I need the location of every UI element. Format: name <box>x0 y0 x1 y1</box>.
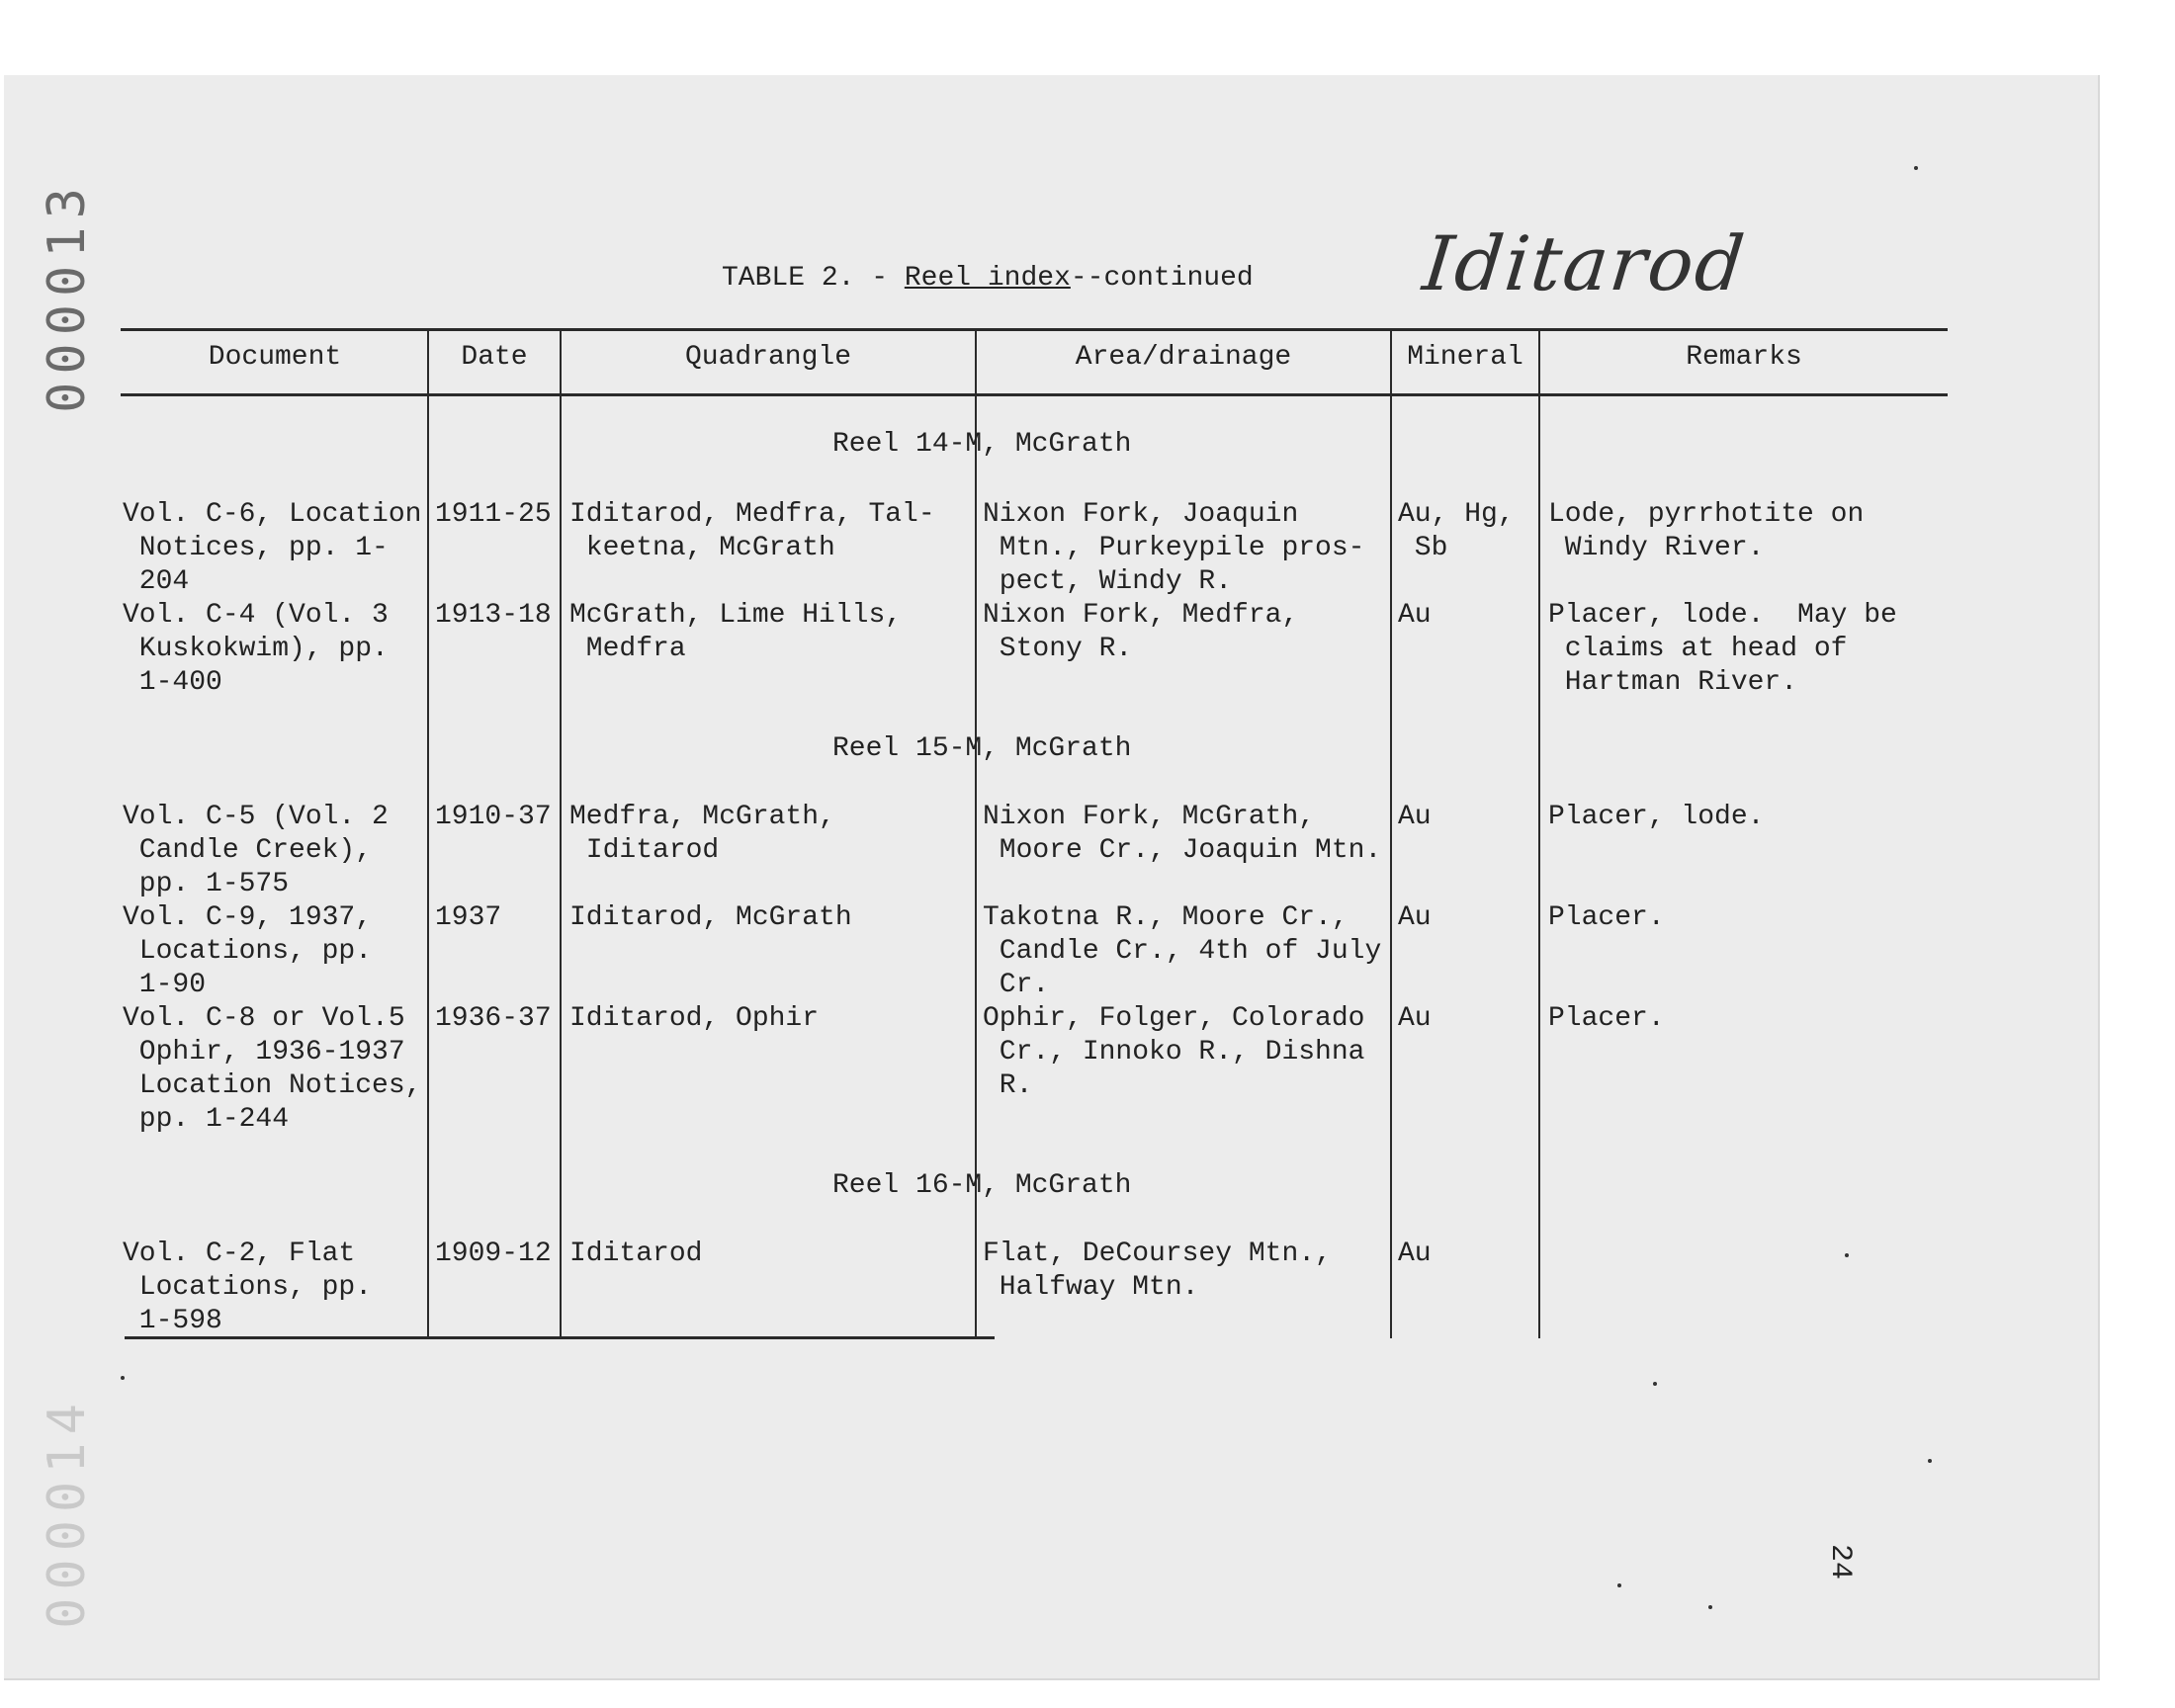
reel-heading: Reel 16-M, McGrath <box>832 1170 1132 1201</box>
cell-date: 1910-37 <box>435 802 552 832</box>
title-prefix: TABLE 2. - <box>722 263 905 294</box>
cell-area: Takotna R., Moore Cr., Candle Cr., 4th of July Cr. <box>983 902 1382 1000</box>
cell-remarks: Placer, lode. <box>1548 802 1765 832</box>
reel-heading: Reel 14-M, McGrath <box>832 429 1132 460</box>
cell-mineral: Au <box>1398 1003 1432 1034</box>
cell-area: Nixon Fork, McGrath, Moore Cr., Joaquin Mtn. <box>983 802 1382 866</box>
reel-heading: Reel 15-M, McGrath <box>832 733 1132 764</box>
scan-speck <box>1708 1605 1712 1609</box>
cell-document: Vol. C-4 (Vol. 3 Kuskokwim), pp. 1-400 <box>123 600 389 698</box>
cell-date: 1936-37 <box>435 1003 552 1034</box>
header-bottom-rule <box>121 393 1948 396</box>
cell-date: 1937 <box>435 902 502 933</box>
cell-date: 1911-25 <box>435 499 552 530</box>
cell-mineral: Au <box>1398 802 1432 832</box>
archive-stamp-bottom: 000014 <box>38 1396 97 1629</box>
table-top-rule <box>121 328 1948 331</box>
cell-area: Flat, DeCoursey Mtn., Halfway Mtn. <box>983 1238 1332 1303</box>
cell-quadrangle: McGrath, Lime Hills, Medfra <box>569 600 903 664</box>
table-title <box>722 263 1254 294</box>
cell-area: Nixon Fork, Medfra, Stony R. <box>983 600 1299 664</box>
cell-remarks: Placer, lode. May be claims at head of Hartman River. <box>1548 600 1897 698</box>
cell-date: 1913-18 <box>435 600 552 631</box>
column-divider <box>1390 328 1392 1338</box>
column-header-quadrangle: Quadrangle <box>684 342 852 373</box>
cell-remarks: Lode, pyrrhotite on Windy River. <box>1548 499 1865 563</box>
cell-quadrangle: Iditarod, McGrath <box>569 902 852 933</box>
column-divider <box>560 328 562 1338</box>
cell-document: Vol. C-6, Location Notices, pp. 1- 204 <box>123 499 422 597</box>
column-divider <box>427 328 429 1338</box>
cell-mineral: Au <box>1398 1238 1432 1269</box>
cell-mineral: Au <box>1398 902 1432 933</box>
cell-document: Vol. C-9, 1937, Locations, pp. 1-90 <box>123 902 373 1000</box>
column-header-mineral: Mineral <box>1407 342 1523 373</box>
title-suffix: --continued <box>1070 263 1254 294</box>
cell-quadrangle: Iditarod, Medfra, Tal- keetna, McGrath <box>569 499 935 563</box>
scan-speck <box>121 1376 125 1380</box>
column-header-date: Date <box>461 342 528 373</box>
cell-mineral: Au, Hg, Sb <box>1398 499 1515 563</box>
cell-remarks: Placer. <box>1548 1003 1665 1034</box>
scan-speck <box>1617 1583 1621 1587</box>
cell-area: Ophir, Folger, Colorado Cr., Innoko R., Dishna R. <box>983 1003 1365 1101</box>
cell-document: Vol. C-5 (Vol. 2 Candle Creek), pp. 1-575 <box>123 802 389 899</box>
cell-mineral: Au <box>1398 600 1432 631</box>
cell-quadrangle: Medfra, McGrath, Iditarod <box>569 802 835 866</box>
scan-speck <box>1928 1459 1932 1463</box>
title-underlined: Reel index <box>904 263 1071 294</box>
scan-speck <box>1845 1253 1849 1257</box>
scan-speck <box>1653 1382 1657 1386</box>
cell-quadrangle: Iditarod, Ophir <box>569 1003 820 1034</box>
cell-area: Nixon Fork, Joaquin Mtn., Purkeypile pros- pect, Windy R. <box>983 499 1365 597</box>
column-header-document: Document <box>208 342 342 373</box>
archive-stamp-top: 000013 <box>38 180 97 413</box>
column-header-remarks: Remarks <box>1686 342 1802 373</box>
cell-document: Vol. C-8 or Vol.5 Ophir, 1936-1937 Location Notices, pp. 1-244 <box>123 1003 422 1135</box>
scan-speck <box>1914 166 1918 170</box>
cell-quadrangle: Iditarod <box>569 1238 703 1269</box>
cell-date: 1909-12 <box>435 1238 552 1269</box>
page-number: 24 <box>1823 1544 1857 1580</box>
column-header-area: Area/drainage <box>1075 342 1292 373</box>
handwritten-note: Iditarod <box>1419 219 1751 307</box>
column-divider <box>1538 328 1540 1338</box>
cell-document: Vol. C-2, Flat Locations, pp. 1-598 <box>123 1238 373 1336</box>
cell-remarks: Placer. <box>1548 902 1665 933</box>
